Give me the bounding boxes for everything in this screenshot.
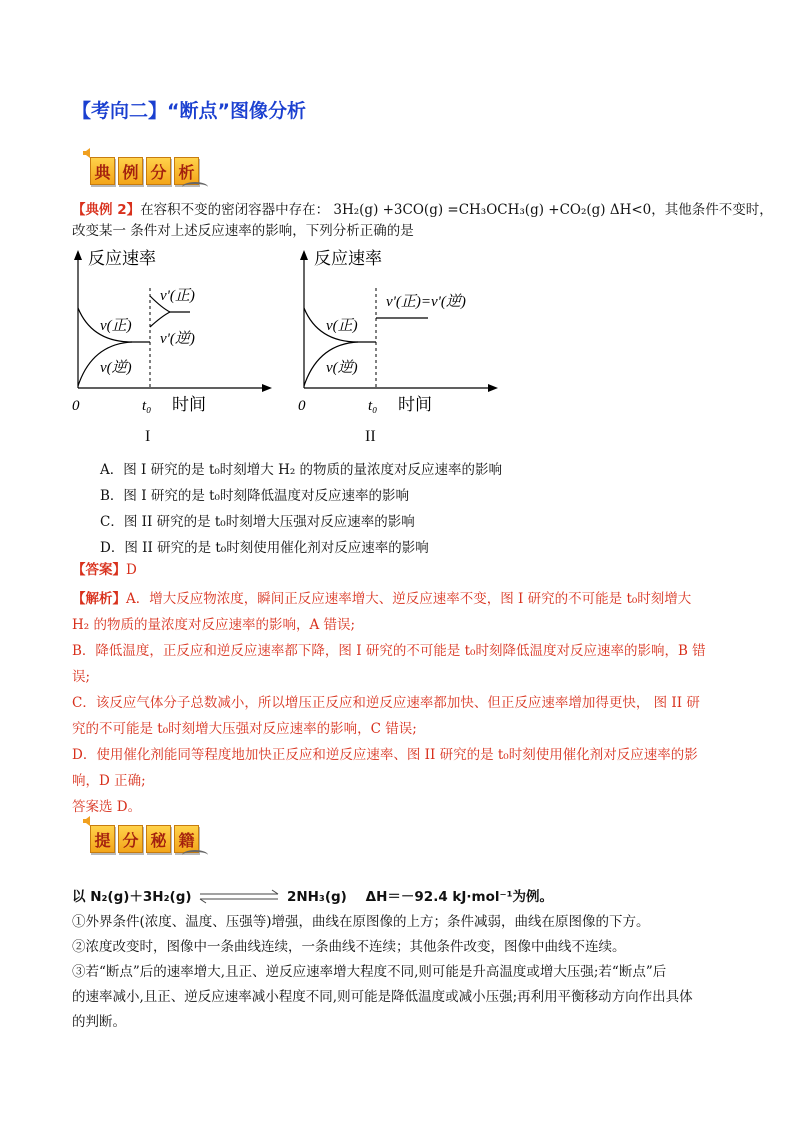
analysis-block: [72, 586, 706, 820]
option-d: D．图 II 研究的是 t₀时刻使用催化剂对反应速率的影响: [100, 540, 429, 556]
analysis-line: 究的不可能是 t₀时刻增大压强对反应速率的影响，C 错误;: [72, 721, 417, 737]
origin-label: 0: [72, 398, 80, 414]
reverse-rate-label: v(逆): [326, 360, 358, 376]
origin-label: 0: [298, 398, 306, 414]
option-a: A．图 I 研究的是 t₀时刻增大 H₂ 的物质的量浓度对反应速率的影响: [100, 462, 503, 478]
answer-line: [72, 560, 137, 581]
forward-rate-label: v(正): [326, 318, 358, 334]
tip-line: 的速率减小,且正、逆反应速率减小程度不同,则可能是降低温度或减小压强;再利用平衡移动方向作出具体: [72, 989, 693, 1005]
reverse-rate-label: v(逆): [100, 360, 132, 376]
banner-char: 分: [118, 825, 143, 853]
banner-char: 典: [90, 157, 115, 185]
question-line: 改变某一 条件对上述反应速率的影响，下列分析正确的是: [72, 223, 414, 239]
tips-block: [72, 910, 693, 1035]
speaker-icon: [82, 816, 96, 826]
analysis-label: 【解析】: [72, 591, 126, 607]
banner-char: 析: [174, 157, 199, 185]
banner-char: 秘: [146, 825, 171, 853]
book-icon: [182, 850, 208, 860]
analysis-line: H₂ 的物质的量浓度对反应速率的影响，A 错误;: [72, 617, 356, 633]
book-icon: [182, 182, 208, 192]
x-axis-label: 时间: [172, 395, 206, 415]
section-title: 【考向二】“断点”图像分析: [72, 100, 306, 122]
example-label: 【典例 2】: [72, 202, 141, 218]
tip-line: ③若“断点”后的速率增大,且正、逆反应速率增大程度不同,则可能是升高温度或增大压强;若“断点”后: [72, 964, 667, 980]
t0-label: t₀: [142, 398, 152, 414]
example-banner: [90, 154, 202, 188]
y-axis-label: 反应速率: [314, 249, 382, 269]
analysis-line: D．使用催化剂能同等程度地加快正反应和逆反应速率、图 II 研究的是 t₀时刻使用催化剂对反应速率的影: [72, 747, 698, 763]
analysis-line: 误;: [72, 669, 91, 685]
forward-rate-label: v(正): [100, 318, 132, 334]
banner-char: 例: [118, 157, 143, 185]
reversible-arrow-icon: [196, 886, 282, 908]
example-question: [72, 200, 773, 242]
answer-value: D: [126, 562, 137, 578]
analysis-line: B．降低温度，正反应和逆反应速率都下降，图 I 研究的不可能是 t₀时刻降低温度对反应速率的影响，B 错: [72, 643, 706, 659]
analysis-line: A．增大反应物浓度，瞬间正反应速率增大、逆反应速率不变，图 I 研究的不可能是 t₀时刻增大: [126, 591, 692, 607]
analysis-line: C．该反应气体分子总数减小，所以增压正反应和逆反应速率都加快、但正反应速率增加得更快， 图 II 研: [72, 695, 700, 711]
graph-2-caption: II: [365, 428, 376, 445]
analysis-line: 响，D 正确;: [72, 773, 146, 789]
equation-right: 2NH₃(g): [286, 889, 347, 905]
speaker-icon: [82, 148, 96, 158]
question-line: 在容积不变的密闭容器中存在： 3H₂(g) +3CO(g) =CH₃OCH₃(g) +CO₂(g) ΔH<0，其他条件不变时，: [140, 202, 773, 218]
rate-graph-2: [288, 248, 508, 418]
tips-banner: [90, 822, 202, 856]
y-axis-label: 反应速率: [88, 249, 156, 269]
banner-char: 分: [146, 157, 171, 185]
tip-line: ①外界条件(浓度、温度、压强等)增强，曲线在原图像的上方；条件减弱，曲线在原图像的下方。: [72, 914, 650, 930]
analysis-conclusion: 答案选 D。: [72, 799, 142, 815]
equation-left: 以 N₂(g)＋3H₂(g): [72, 889, 192, 905]
option-b: B．图 I 研究的是 t₀时刻降低温度对反应速率的影响: [100, 488, 409, 504]
graph-1-caption: I: [145, 428, 151, 445]
option-c: C．图 II 研究的是 t₀时刻增大压强对反应速率的影响: [100, 514, 415, 530]
tip-line: ②浓度改变时，图像中一条曲线连续，一条曲线不连续；其他条件改变，图像中曲线不连续。: [72, 939, 626, 955]
equal-rate-label: v'(正)=v'(逆): [386, 294, 466, 310]
new-forward-label: v'(正): [160, 288, 195, 304]
equation-enthalpy: ΔH＝－92.4 kJ·mol⁻¹为例。: [365, 889, 554, 905]
answer-label: 【答案】: [72, 562, 126, 578]
rate-graph-1: [62, 248, 282, 418]
tips-equation: [72, 885, 553, 908]
x-axis-label: 时间: [398, 395, 432, 415]
t0-label: t₀: [368, 398, 378, 414]
banner-char: 提: [90, 825, 115, 853]
tip-line: 的判断。: [72, 1014, 126, 1030]
new-reverse-label: v'(逆): [160, 331, 195, 347]
banner-char: 籍: [174, 825, 199, 853]
